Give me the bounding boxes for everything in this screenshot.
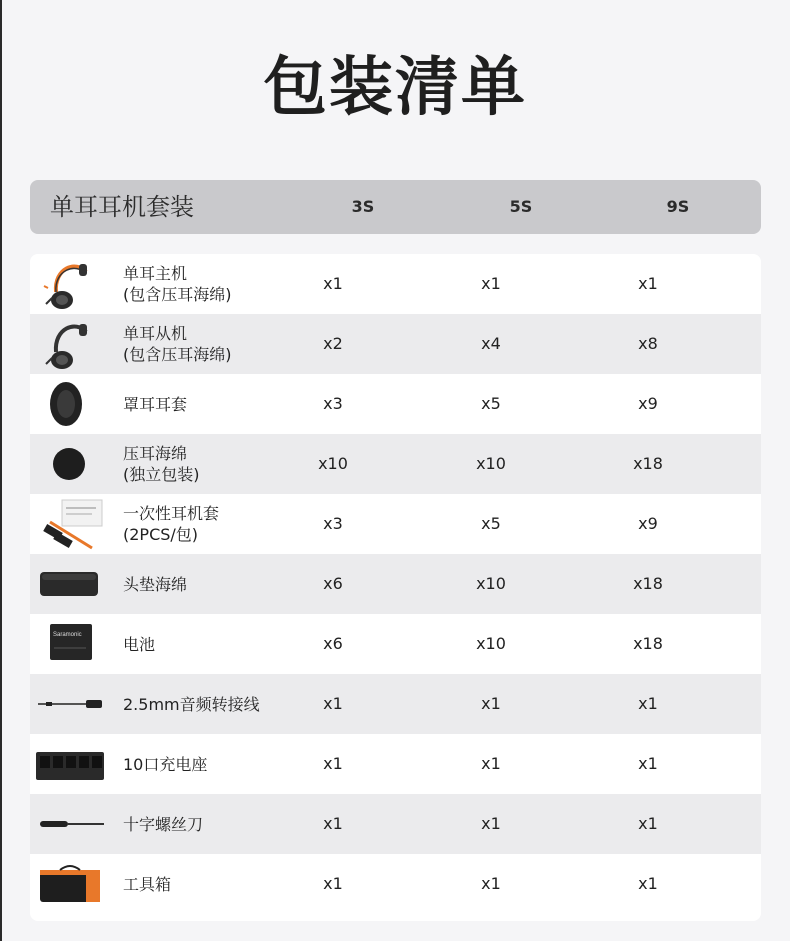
qty-9s: x1 [638,694,658,713]
qty-3s: x1 [323,274,343,293]
page-title: 包装清单 [263,51,527,125]
table-row [30,434,761,494]
item-label [123,374,187,434]
table-row [30,854,761,914]
item-name: 2.5mm音频转接线 [123,694,260,714]
qty-5s: x1 [481,754,501,773]
qty-9s: x1 [638,274,658,293]
qty-9s: x18 [633,574,663,593]
header-kit-name: 单耳耳机套装 [50,193,194,221]
item-note: (独立包装) [123,465,200,484]
charging-dock-icon [36,738,106,790]
item-name: 10口充电座 [123,754,208,774]
header-col-9s: 9S [666,197,690,216]
qty-5s: x10 [476,454,506,473]
table-row [30,674,761,734]
item-label [123,674,260,734]
table-row [30,494,761,554]
item-name: 工具箱 [123,874,172,894]
qty-3s: x6 [323,634,343,653]
table-row [30,254,761,314]
qty-3s: x6 [323,574,343,593]
qty-3s: x1 [323,874,343,893]
item-name: 头垫海绵 [123,574,188,594]
ear-cup-cover-icon [36,378,106,430]
qty-5s: x5 [481,394,501,413]
item-name: 一次性耳机套 [123,504,220,523]
table-row [30,794,761,854]
disposable-cover-icon [36,498,106,550]
adapter-cable-icon [36,678,106,730]
table-row [30,734,761,794]
qty-5s: x10 [476,574,506,593]
foam-pad-icon [36,438,106,490]
qty-3s: x2 [323,334,343,353]
item-label [123,614,155,674]
item-label [123,434,200,494]
item-name: 电池 [123,634,156,654]
item-label [123,794,203,854]
item-name: 十字螺丝刀 [123,814,204,834]
qty-5s: x1 [481,814,501,833]
qty-9s: x1 [638,814,658,833]
qty-9s: x9 [638,394,658,413]
qty-3s: x1 [323,814,343,833]
qty-9s: x9 [638,514,658,533]
qty-3s: x3 [323,394,343,413]
item-note: (2PCS/包) [123,525,199,544]
item-label [123,734,207,794]
qty-5s: x10 [476,634,506,653]
item-name: 单耳主机 [123,264,188,283]
battery-brand-text: Saramonic [53,632,82,638]
item-note: (包含压耳海绵) [123,285,232,304]
item-note: (包含压耳海绵) [123,345,232,364]
item-label [123,494,219,554]
item-name: 压耳海绵 [123,444,188,463]
qty-9s: x18 [633,454,663,473]
table-row [30,374,761,434]
qty-9s: x1 [638,874,658,893]
table-row [30,554,761,614]
toolbox-icon [36,858,106,910]
table-row [30,614,761,674]
qty-9s: x8 [638,334,658,353]
header-col-3s: 3S [351,197,375,216]
item-label [123,254,232,314]
qty-5s: x5 [481,514,501,533]
qty-5s: x4 [481,334,501,353]
table-header [30,180,761,234]
item-label [123,314,232,374]
table-row [30,314,761,374]
qty-3s: x3 [323,514,343,533]
package-list-table [30,254,761,921]
battery-icon [36,618,106,670]
qty-9s: x18 [633,634,663,653]
qty-5s: x1 [481,874,501,893]
headband-foam-icon [36,558,106,610]
item-name: 罩耳耳套 [123,394,188,414]
item-label [123,554,187,614]
qty-5s: x1 [481,274,501,293]
qty-3s: x1 [323,754,343,773]
item-name: 单耳从机 [123,324,188,343]
qty-5s: x1 [481,694,501,713]
qty-9s: x1 [638,754,658,773]
headset-main-icon [36,258,106,310]
screwdriver-icon [36,798,106,850]
qty-3s: x10 [318,454,348,473]
item-label [123,854,171,914]
header-col-5s: 5S [509,197,533,216]
qty-3s: x1 [323,694,343,713]
left-border-line [0,0,2,941]
headset-sub-icon [36,318,106,370]
